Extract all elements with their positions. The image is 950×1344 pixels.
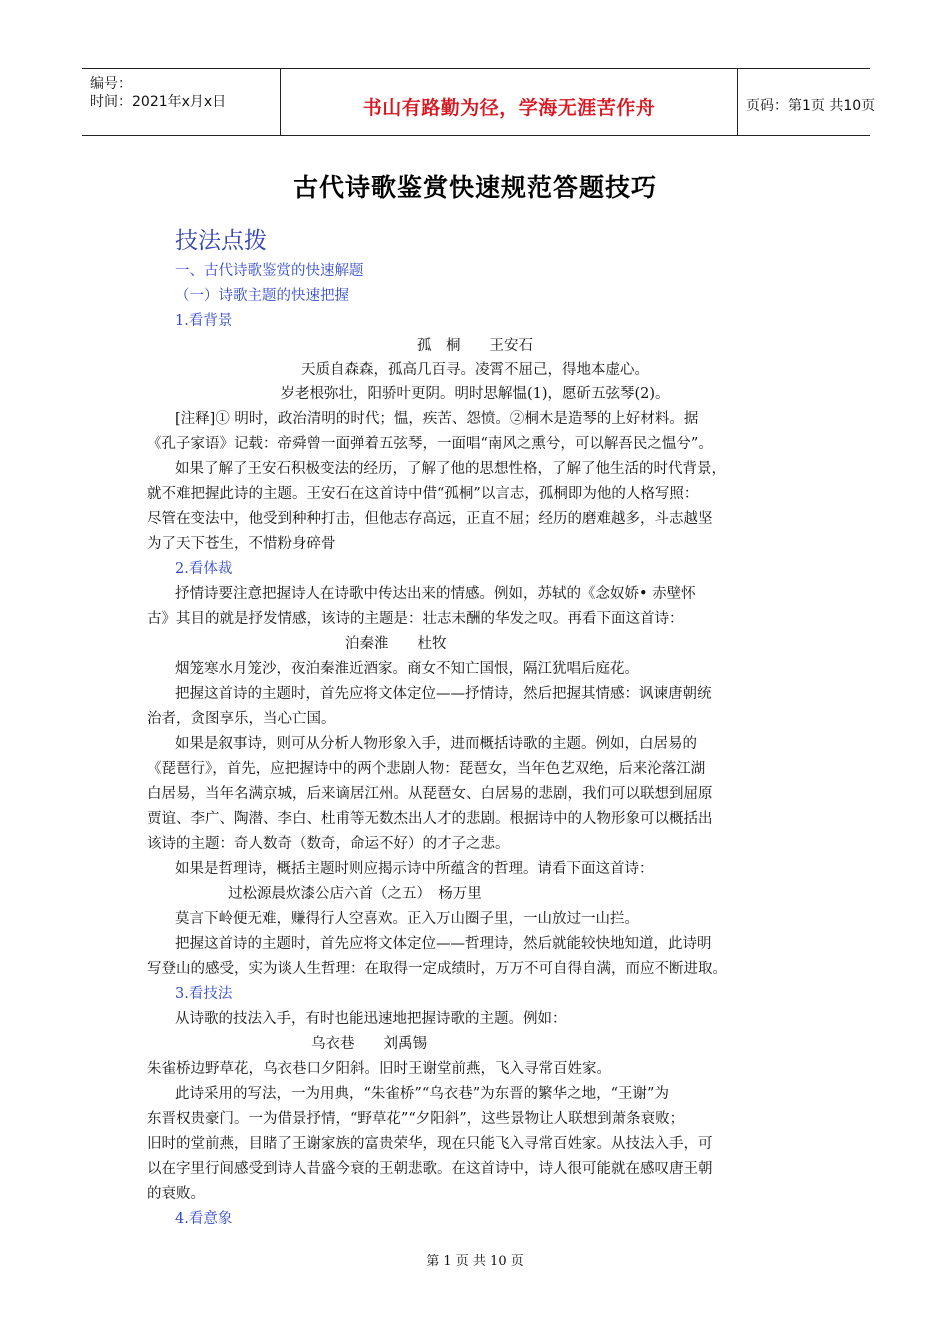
poem-line: 朱雀桥边野草花，乌衣巷口夕阳斜。旧时王谢堂前燕，飞入寻常百姓家。 — [147, 1061, 611, 1077]
paragraph-line: [注释]① 明时，政治清明的时代；愠，疾苦、怨愤。②桐木是造琴的上好材料。据 — [175, 411, 699, 427]
paragraph-line: 如果是叙事诗，则可从分析人物形象入手，进而概括诗歌的主题。例如，白居易的 — [175, 736, 697, 752]
document-number-label: 编号： — [90, 76, 132, 92]
poem-title: 乌衣巷 刘禹锡 — [311, 1036, 427, 1052]
paragraph-line: 从诗歌的技法入手，有时也能迅速地把握诗歌的主题。例如： — [175, 1011, 567, 1027]
heading-level-3: 2.看体裁 — [175, 561, 233, 577]
poem-line: 岁老根弥壮，阳骄叶更阴。明时思解愠(1)，愿斫五弦琴(2)。 — [280, 386, 670, 402]
heading-level-2: （一）诗歌主题的快速把握 — [175, 288, 349, 304]
paragraph-line: 《琵琶行》，首先，应把握诗中的两个悲剧人物：琵琶女，当年色艺双绝，后来沦落江湖 — [147, 761, 706, 777]
paragraph-line: 写登山的感受，实为谈人生哲理：在取得一定成绩时，万万不可自得自满，而应不断进取。 — [147, 961, 727, 977]
paragraph-line: 《孔子家语》记载：帝舜曾一面弹着五弦琴，一面唱“南风之熏兮，可以解吾民之愠兮”。 — [147, 436, 713, 452]
paragraph-line: 白居易，当年名满京城，后来谪居江州。从琵琶女、白居易的悲剧，我们可以联想到屈原 — [147, 786, 713, 802]
poem-line: 天质自森森，孤高几百寻。凌霄不屈己，得地本虚心。 — [301, 362, 649, 378]
paragraph-line: 如果是哲理诗，概括主题时则应揭示诗中所蕴含的哲理。请看下面这首诗： — [175, 861, 654, 877]
header-page-number: 页码：第1页 共10页 — [746, 98, 876, 114]
paragraph-line: 该诗的主题：奇人数奇（数奇，命运不好）的才子之悲。 — [147, 836, 510, 852]
paragraph-line: 此诗采用的写法，一为用典，“朱雀桥”“乌衣巷”为东晋的繁华之地，“王谢”为 — [175, 1086, 669, 1102]
header-meta-cell — [82, 69, 280, 135]
poem-title: 泊秦淮 杜牧 — [345, 636, 447, 652]
paragraph-line: 东晋权贵豪门。一为借景抒情，“野草花”“夕阳斜”，这些景物让人联想到萧条衰败； — [147, 1111, 685, 1127]
paragraph-line: 为了天下苍生，不惜粉身碎骨 — [147, 536, 336, 552]
paragraph-line: 古》其目的就是抒发情感，该诗的主题是：壮志未酬的华发之叹。再看下面这首诗： — [147, 611, 684, 627]
header-page-cell — [738, 69, 876, 135]
header-motto: 书山有路勤为径，学海无涯苦作舟 — [362, 97, 656, 119]
poem-title: 孤 桐 王安石 — [417, 338, 533, 354]
paragraph-line: 尽管在变法中，他受到种种打击，但他志存高远，正直不屈；经历的磨难越多，斗志越坚 — [147, 511, 713, 527]
paragraph-line: 的衰败。 — [147, 1186, 205, 1202]
page-footer: 第 1 页 共 10 页 — [426, 1254, 524, 1269]
heading-level-3: 1.看背景 — [175, 313, 233, 329]
paragraph-line: 治者，贪图享乐，当心亡国。 — [147, 711, 336, 727]
paragraph-line: 就不难把握此诗的主题。王安石在这首诗中借“孤桐”以言志，孤桐即为他的人格写照： — [147, 486, 699, 502]
poem-line: 烟笼寒水月笼沙，夜泊秦淮近酒家。商女不知亡国恨，隔江犹唱后庭花。 — [175, 661, 639, 677]
paragraph-line: 如果了解了王安石积极变法的经历，了解了他的思想性格，了解了他生活的时代背景， — [175, 461, 726, 477]
paragraph-line: 以在字里行间感受到诗人昔盛今衰的王朝悲歌。在这首诗中，诗人很可能就在感叹唐王朝 — [147, 1161, 713, 1177]
poem-title: 过松源晨炊漆公店六首（之五） 杨万里 — [228, 886, 482, 902]
page-header-table — [82, 68, 876, 136]
heading-level-3: 4.看意象 — [175, 1211, 233, 1227]
paragraph-line: 把握这首诗的主题时，首先应将文体定位——哲理诗，然后就能较快地知道，此诗明 — [175, 936, 712, 952]
heading-level-3: 3.看技法 — [175, 986, 233, 1002]
section-heading: 技法点拨 — [175, 228, 267, 254]
paragraph-line: 旧时的堂前燕，目睹了王谢家族的富贵荣华，现在只能飞入寻常百姓家。从技法入手，可 — [147, 1136, 713, 1152]
paragraph-line: 贾谊、李广、陶潜、李白、杜甫等无数杰出人才的悲剧。根据诗中的人物形象可以概括出 — [147, 811, 713, 827]
header-motto-cell — [280, 69, 738, 135]
paragraph-line: 把握这首诗的主题时，首先应将文体定位——抒情诗，然后把握其情感：讽谏唐朝统 — [175, 686, 712, 702]
document-date-label: 时间：2021年x月x日 — [90, 94, 227, 110]
document-title: 古代诗歌鉴赏快速规范答题技巧 — [292, 173, 657, 202]
poem-line: 莫言下岭便无难，赚得行人空喜欢。正入万山圈子里，一山放过一山拦。 — [175, 911, 639, 927]
paragraph-line: 抒情诗要注意把握诗人在诗歌中传达出来的情感。例如，苏轼的《念奴娇• 赤壁怀 — [175, 586, 696, 602]
heading-level-1: 一、古代诗歌鉴赏的快速解题 — [175, 263, 364, 279]
